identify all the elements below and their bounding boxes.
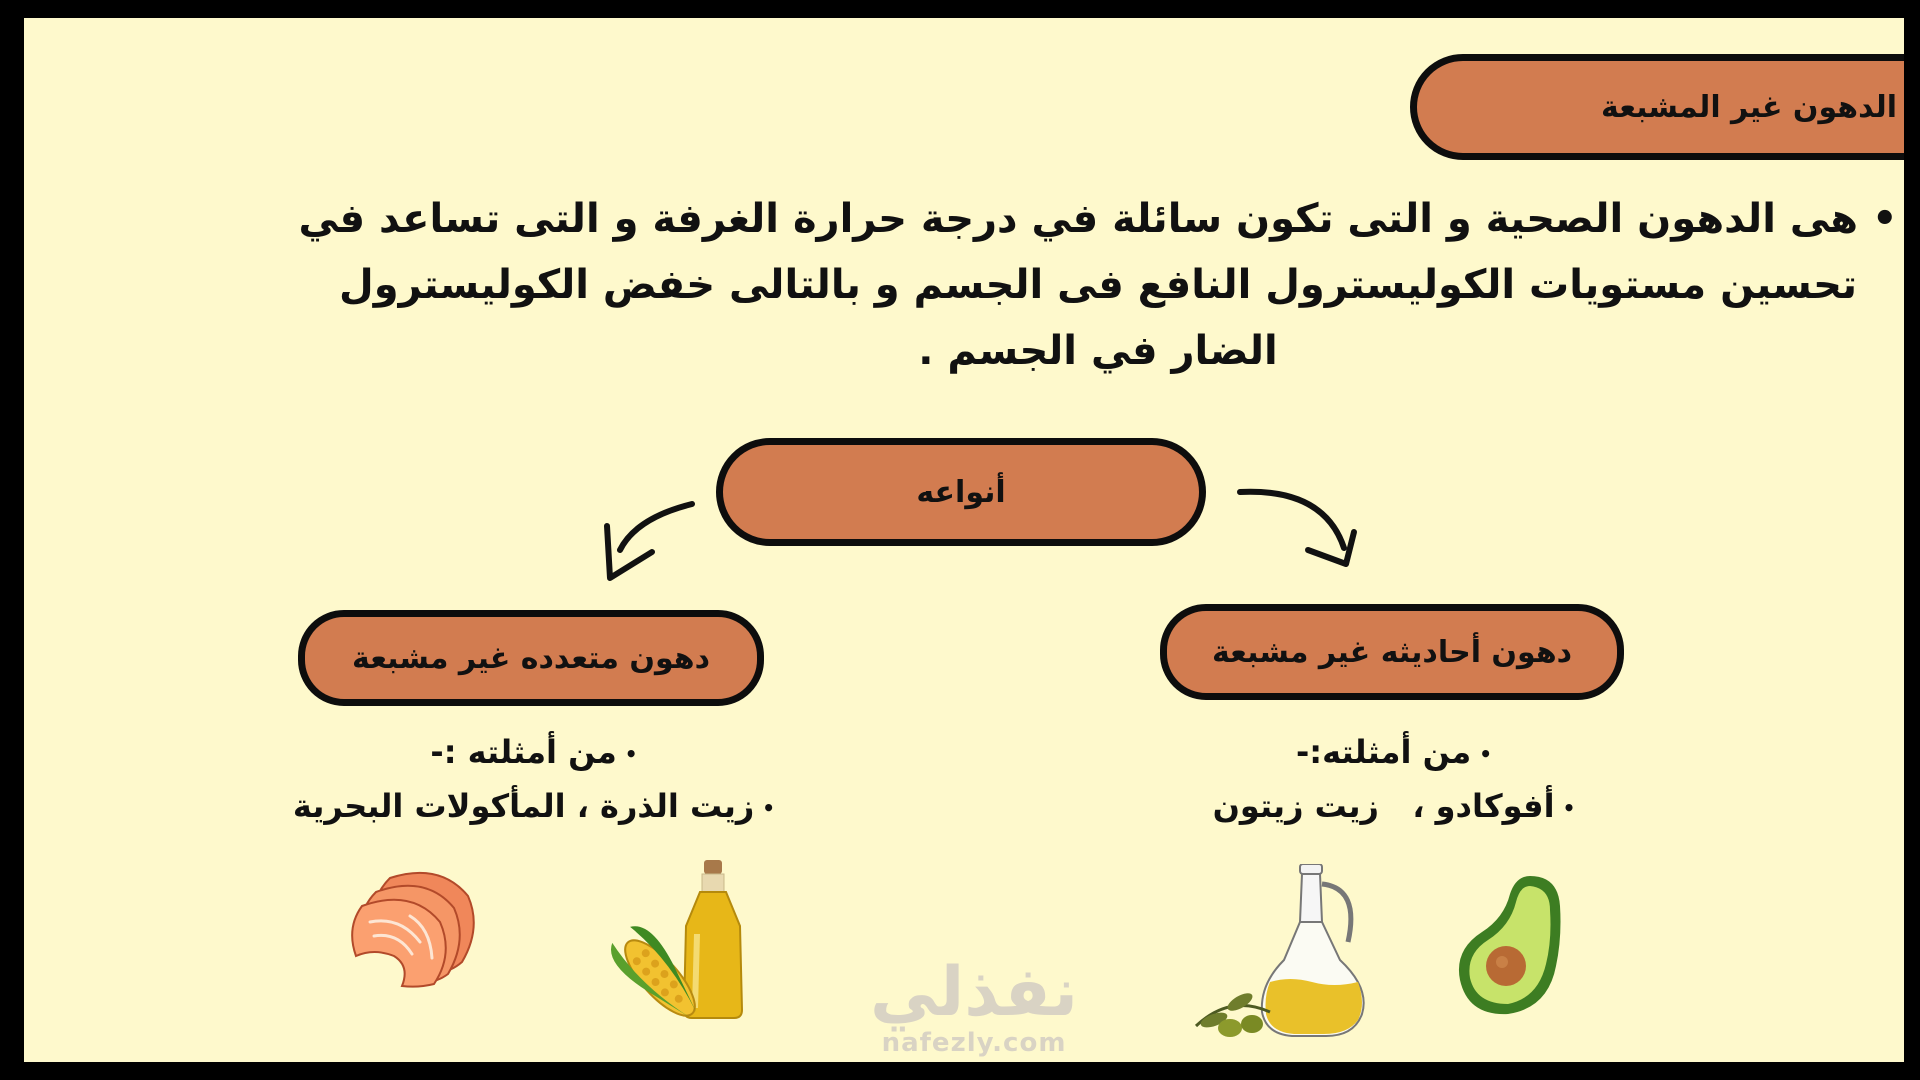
watermark (844, 953, 1104, 1058)
watermark-latin: nafezly.com (881, 1028, 1067, 1058)
polyunsaturated-label: دهون متعدده غير مشبعة (352, 640, 711, 676)
arrow-head-right (1308, 532, 1354, 564)
polyunsaturated-node (298, 610, 764, 706)
bullet: • (1479, 742, 1492, 766)
page-title: الدهون غير المشبعة (1601, 89, 1897, 125)
monounsaturated-node (1160, 604, 1624, 700)
flow-arrows (24, 18, 1904, 1062)
salmon-icon (350, 858, 490, 988)
monounsaturated-examples (1154, 726, 1634, 834)
types-label: أنواعه (916, 474, 1006, 510)
bullet: • (624, 742, 638, 766)
olive-oil-jug-icon (1190, 864, 1390, 1040)
watermark-arabic: نفذلي (869, 953, 1079, 1032)
corn-oil-bottle-icon (610, 860, 760, 1020)
monounsaturated-examples-heading: من أمثلته:- (1296, 733, 1472, 771)
avocado-icon (1452, 870, 1572, 1020)
description-text: • هى الدهون الصحية و التى تكون سائلة في درجة حرارة الغرفة و التى تساعد في تحسين مستويات الكوليسترول النافع فى الجسم و بالتالى خفض الكوليسترول الضار في الجسم . (298, 196, 1898, 374)
slide (24, 18, 1904, 1062)
monounsaturated-label: دهون أحاديثه غير مشبعة (1211, 634, 1573, 670)
bullet: • (762, 796, 776, 820)
bullet: • (1562, 796, 1576, 820)
polyunsaturated-examples-text: زيت الذرة ، المأكولات البحرية (292, 787, 755, 825)
monounsaturated-examples-text: أفوكادو ، زيت زيتون (1212, 787, 1555, 825)
polyunsaturated-examples-heading: من أمثلته :- (430, 733, 617, 771)
polyunsaturated-examples (254, 726, 814, 834)
